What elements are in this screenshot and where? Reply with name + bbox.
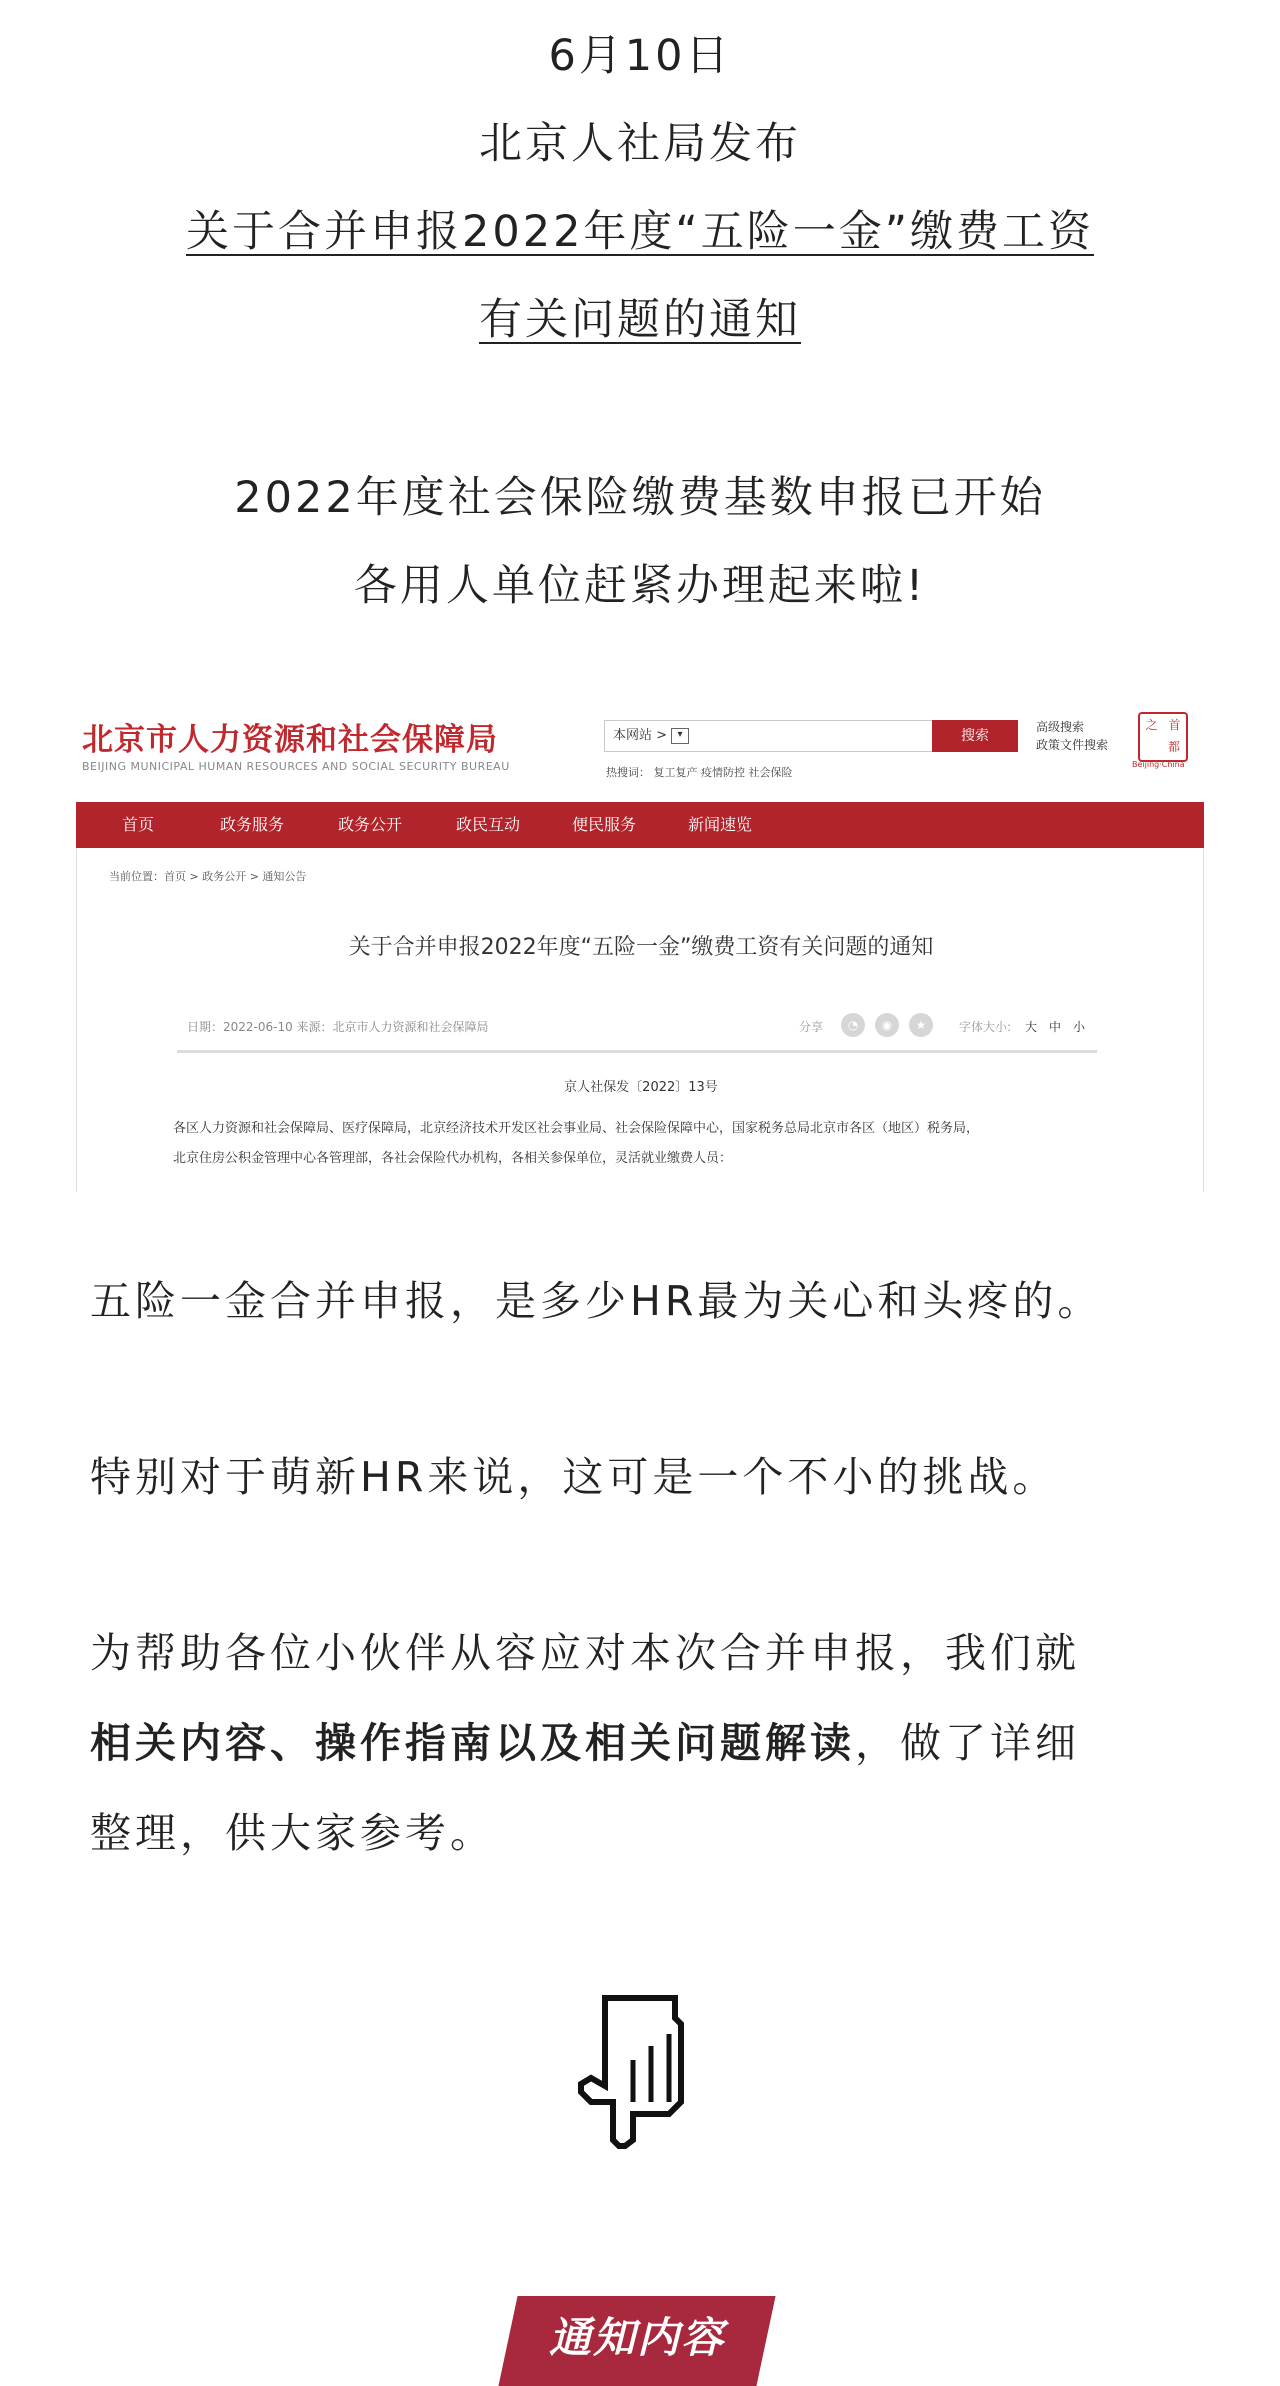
publisher-line: 北京人社局发布 bbox=[479, 119, 801, 169]
weibo-share-icon[interactable]: ◉ bbox=[875, 1013, 899, 1037]
search-button[interactable]: 搜索 bbox=[932, 720, 1018, 752]
intro-line-1: 2022年度社会保险缴费基数申报已开始 bbox=[234, 473, 1046, 523]
title-link-line2[interactable]: 有关问题的通知 bbox=[479, 295, 801, 345]
font-size-small[interactable]: 小 bbox=[1073, 1020, 1086, 1034]
font-size-label: 字体大小: bbox=[959, 1020, 1012, 1034]
article-title: 关于合并申报2022年度“五险一金”缴费工资有关问题的通知 bbox=[348, 935, 934, 960]
policy-search-link[interactable]: 政策文件搜索 bbox=[1036, 738, 1109, 752]
advanced-search-link[interactable]: 高级搜索 bbox=[1036, 720, 1085, 734]
nav-public-services[interactable]: 便民服务 bbox=[572, 815, 637, 834]
search-input[interactable] bbox=[604, 720, 932, 752]
pointing-hand-down-icon bbox=[575, 1990, 695, 2150]
chevron-down-icon[interactable]: ▾ bbox=[671, 728, 689, 744]
nav-news[interactable]: 新闻速览 bbox=[688, 815, 753, 834]
capital-seal-logo: 之 首 都 bbox=[1138, 712, 1188, 762]
font-size-large[interactable]: 大 bbox=[1025, 1020, 1038, 1034]
nav-gov-services[interactable]: 政务服务 bbox=[220, 815, 285, 834]
nav-interaction[interactable]: 政民互动 bbox=[456, 815, 521, 834]
date-line: 6月10日 bbox=[548, 31, 732, 81]
paragraph-2: 特别对于萌新HR来说，这可是一个不小的挑战。 bbox=[90, 1453, 1058, 1501]
document-body bbox=[173, 1114, 1133, 1174]
section-badge: 通知内容 bbox=[548, 2313, 725, 2362]
nav-gov-affairs[interactable]: 政务公开 bbox=[338, 815, 403, 834]
breadcrumb[interactable]: 当前位置：首页 > 政务公开 > 通知公告 bbox=[109, 870, 307, 883]
star-favorite-icon[interactable]: ★ bbox=[909, 1013, 933, 1037]
document-body-line: 北京住房公积金管理中心各管理部，各社会保险代办机构，各相关参保单位，灵活就业缴费人员： bbox=[173, 1151, 733, 1166]
site-logo-title: 北京市人力资源和社会保障局 bbox=[82, 722, 498, 758]
website-screenshot bbox=[76, 692, 1204, 1192]
document-body-line: 各区人力资源和社会保障局、医疗保障局，北京经济技术开发区社会事业局、社会保险保障中心，国家税务总局北京市各区（地区）税务局， bbox=[173, 1121, 980, 1136]
share-label: 分享 bbox=[799, 1020, 824, 1034]
article-area bbox=[76, 848, 1204, 1192]
seal-caption: Beijing·China bbox=[1132, 760, 1185, 769]
title-link-line1[interactable]: 关于合并申报2022年度“五险一金”缴费工资 bbox=[186, 207, 1094, 257]
main-navbar bbox=[76, 802, 1204, 848]
nav-home[interactable]: 首页 bbox=[122, 815, 155, 834]
intro-line-2: 各用人单位赶紧办理起来啦! bbox=[353, 561, 927, 611]
paragraph-3: 为帮助各位小伙伴从容应对本次合并申报，我们就 相关内容、操作指南以及相关问题解读，做了详细 整理，供大家参考。 bbox=[90, 1629, 1080, 1857]
article-meta: 日期：2022-06-10 来源：北京市人力资源和社会保障局 bbox=[187, 1020, 489, 1034]
site-logo-subtitle: BEIJING MUNICIPAL HUMAN RESOURCES AND SOCIAL SECURITY BUREAU bbox=[82, 760, 510, 773]
document-number: 京人社保发〔2022〕13号 bbox=[564, 1080, 718, 1095]
font-size-medium[interactable]: 中 bbox=[1049, 1020, 1062, 1034]
wechat-share-icon[interactable]: ◔ bbox=[841, 1013, 865, 1037]
search-links bbox=[1036, 718, 1108, 754]
search-scope: 本网站 > bbox=[613, 728, 668, 743]
divider bbox=[177, 1050, 1097, 1053]
bold-highlight: 相关内容、操作指南以及相关问题解读 bbox=[90, 1719, 855, 1767]
paragraph-1: 五险一金合并申报，是多少HR最为关心和头疼的。 bbox=[90, 1277, 1103, 1325]
hot-words: 热搜词： 复工复产 疫情防控 社会保险 bbox=[606, 766, 793, 779]
